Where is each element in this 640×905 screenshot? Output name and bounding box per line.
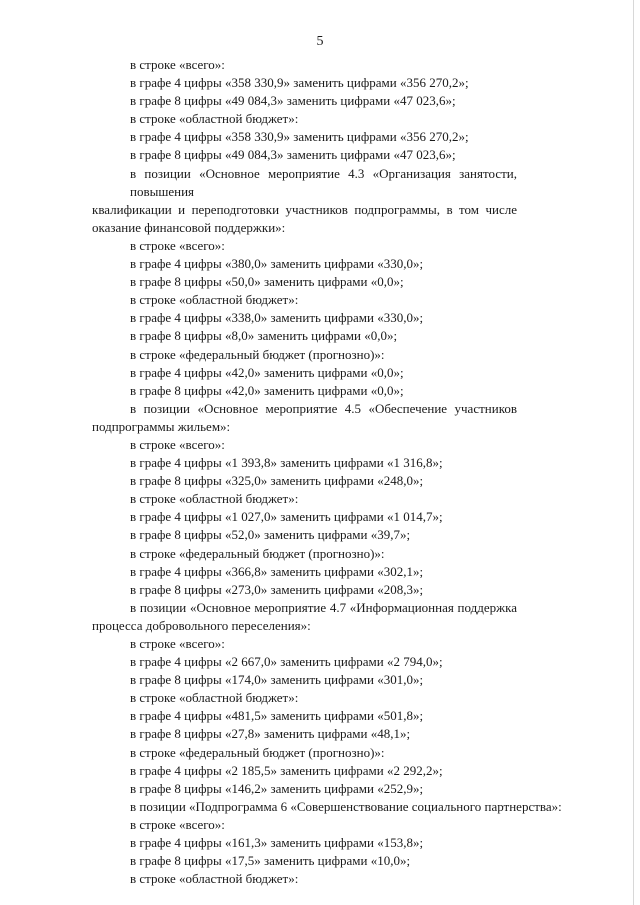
- text-line: в графе 8 цифры «49 084,3» заменить цифрами «47 023,6»;: [130, 93, 456, 109]
- text-line: подпрограммы жильем»:: [92, 418, 231, 434]
- document-body: [92, 56, 562, 888]
- text-line: в строке «областной бюджет»:: [130, 871, 299, 887]
- text-line: в строке «областной бюджет»:: [130, 292, 299, 308]
- text-line: в строке «областной бюджет»:: [130, 690, 299, 706]
- text-line: в строке «всего»:: [130, 636, 225, 651]
- text-line: в графе 4 цифры «338,0» заменить цифрами «330,0»;: [130, 310, 424, 326]
- text-line: в графе 4 цифры «366,8» заменить цифрами «302,1»;: [130, 563, 424, 579]
- text-line: в графе 8 цифры «325,0» заменить цифрами «248,0»;: [130, 473, 424, 489]
- text-line: процесса добровольного переселения»:: [92, 617, 311, 633]
- text-line: в графе 4 цифры «481,5» заменить цифрами «501,8»;: [130, 708, 424, 724]
- text-line: в графе 4 цифры «380,0» заменить цифрами «330,0»;: [130, 256, 424, 272]
- text-line: в строке «всего»:: [130, 816, 225, 832]
- text-line: в графе 4 цифры «2 667,0» заменить цифрами «2 794,0»;: [130, 654, 443, 670]
- text-line: в строке «областной бюджет»:: [130, 111, 299, 127]
- text-line: оказание финансовой поддержки»:: [92, 219, 286, 235]
- text-line: в графе 4 цифры «1 027,0» заменить цифрами «1 014,7»;: [130, 509, 443, 525]
- text-line: в позиции «Подпрограмма 6 «Совершенствование социального партнерства»:: [130, 798, 562, 814]
- page-edge-line: [633, 0, 634, 905]
- text-line: в графе 8 цифры «174,0» заменить цифрами «301,0»;: [130, 672, 424, 688]
- text-line: в позиции «Основное мероприятие 4.3 «Организация занятости, повышения: [130, 165, 517, 199]
- text-line: в графе 8 цифры «273,0» заменить цифрами «208,3»;: [130, 581, 424, 597]
- text-line: в строке «федеральный бюджет (прогнозно)»:: [130, 346, 385, 362]
- text-line: в строке «всего»:: [130, 436, 225, 452]
- text-line: в графе 8 цифры «146,2» заменить цифрами «252,9»;: [130, 780, 424, 796]
- text-line: в графе 4 цифры «358 330,9» заменить цифрами «356 270,2»;: [130, 129, 469, 145]
- text-line: в строке «федеральный бюджет (прогнозно)»:: [130, 545, 385, 561]
- text-line: в графе 8 цифры «27,8» заменить цифрами «48,1»;: [130, 726, 411, 742]
- text-line: в строке «федеральный бюджет (прогнозно)»:: [130, 744, 385, 760]
- text-line: в графе 8 цифры «49 084,3» заменить цифрами «47 023,6»;: [130, 147, 456, 163]
- text-line: в графе 8 цифры «8,0» заменить цифрами «0,0»;: [130, 328, 398, 344]
- text-line: в строке «всего»:: [130, 237, 225, 253]
- text-line: в графе 8 цифры «42,0» заменить цифрами «0,0»;: [130, 382, 404, 398]
- text-line: в графе 4 цифры «161,3» заменить цифрами «153,8»;: [130, 835, 424, 851]
- text-line: в графе 4 цифры «1 393,8» заменить цифрами «1 316,8»;: [130, 455, 443, 471]
- text-line: в графе 8 цифры «52,0» заменить цифрами «39,7»;: [130, 527, 411, 543]
- text-line: в графе 4 цифры «2 185,5» заменить цифрами «2 292,2»;: [130, 762, 443, 778]
- text-line: квалификации и переподготовки участников подпрограммы, в том числе: [92, 201, 517, 217]
- text-line: в графе 4 цифры «42,0» заменить цифрами «0,0»;: [130, 364, 404, 380]
- text-line: в позиции «Основное мероприятие 4.5 «Обеспечение участников: [130, 400, 517, 416]
- text-line: в позиции «Основное мероприятие 4.7 «Информационная поддержка: [130, 599, 517, 615]
- page-number: 5: [316, 34, 324, 49]
- text-line: в строке «областной бюджет»:: [130, 491, 299, 507]
- text-line: в графе 8 цифры «50,0» заменить цифрами «0,0»;: [130, 274, 404, 290]
- text-line: в строке «всего»:: [130, 57, 225, 72]
- text-line: в графе 8 цифры «17,5» заменить цифрами «10,0»;: [130, 853, 411, 869]
- text-line: в графе 4 цифры «358 330,9» заменить цифрами «356 270,2»;: [130, 75, 469, 91]
